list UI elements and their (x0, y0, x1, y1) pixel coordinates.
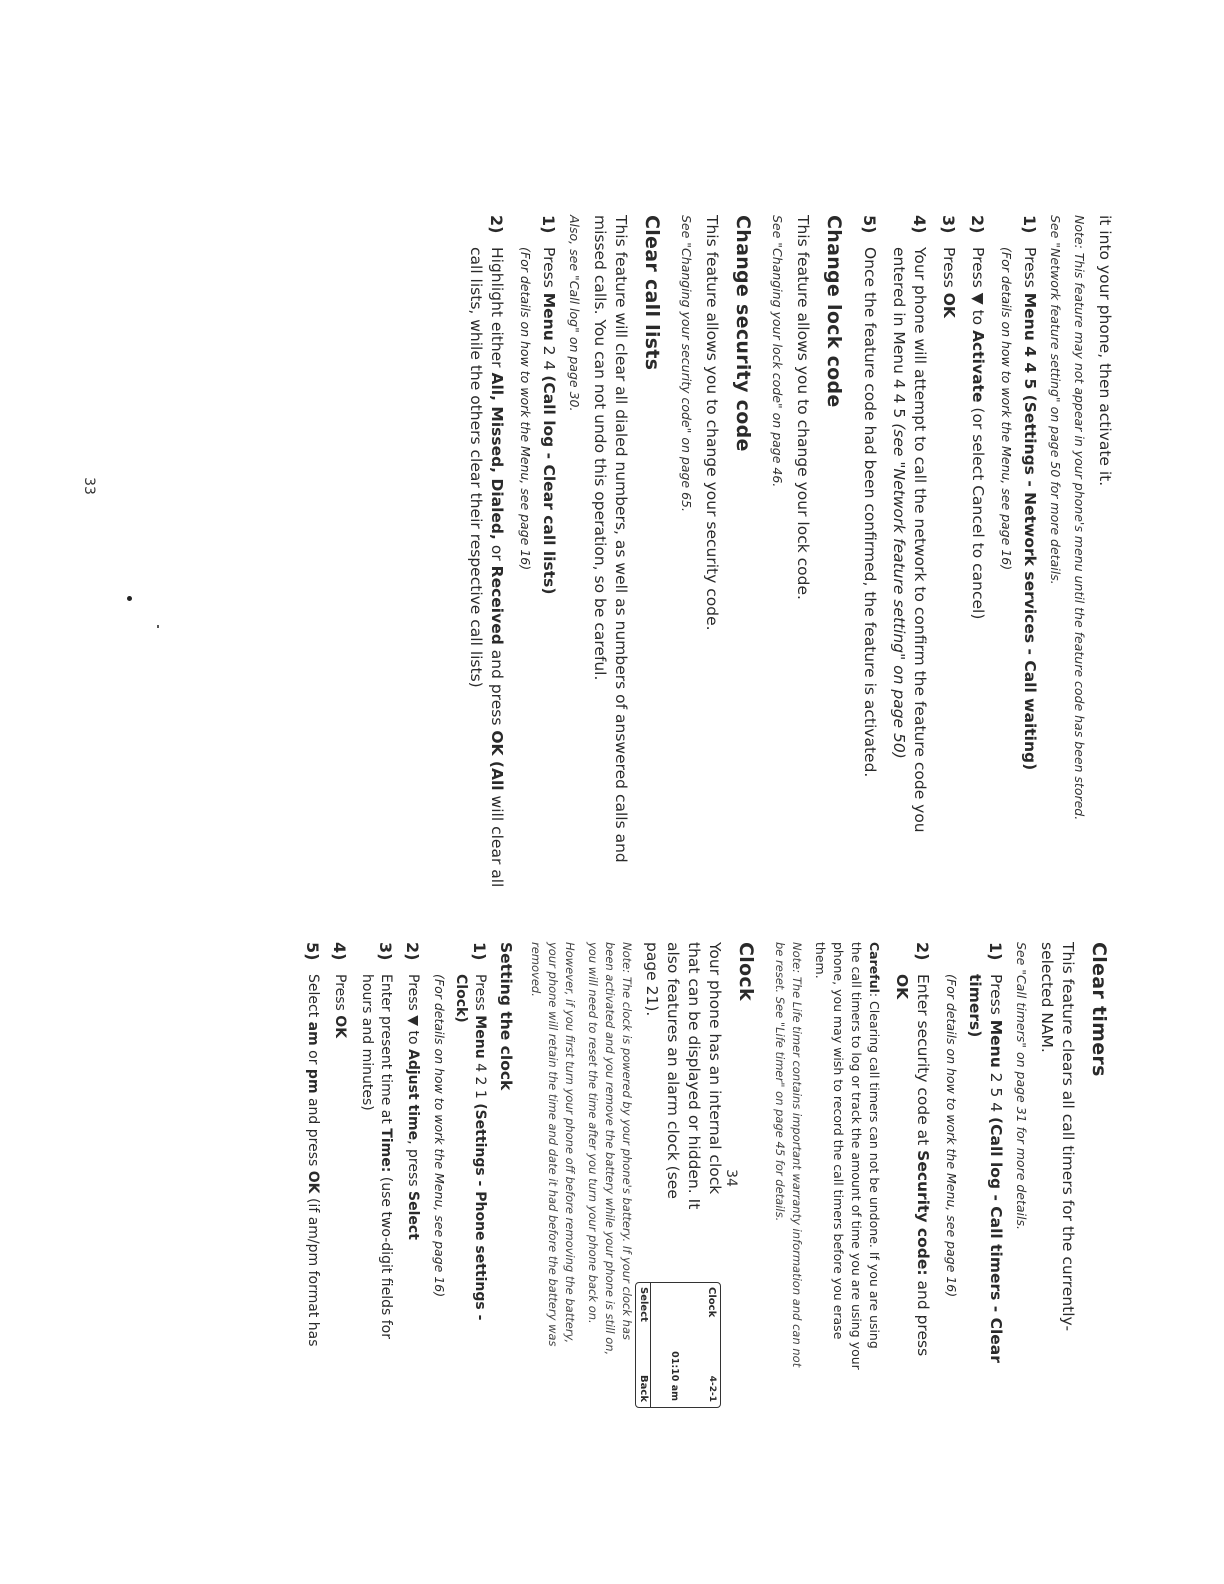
clock-note: Note: The clock is powered by your phone's battery. If your clock has been activated and you remove the battery while your phone is still on, you will need to reset the time after you turn your phone back on. (586, 942, 634, 1356)
see-network-feature: See "Network feature setting" on page 50 for more details. (1048, 215, 1063, 585)
careful-text: : Clearing call timers can not be undone. If you are using the call timers to log or track the amount of time you are using your phone, you may wish to record the call timers before you erase them. (813, 942, 882, 1370)
heading-change-lock-code: Change lock code (823, 215, 845, 408)
clock-section (638, 942, 725, 1402)
step-text: Enter security code at (914, 974, 932, 1151)
step-number: 5) (303, 942, 322, 961)
security-code-text: This feature allows you to change your security code. (703, 215, 721, 631)
scan-speck (157, 625, 159, 628)
timers-step-2 (891, 942, 933, 1372)
clear-step-2 (465, 215, 507, 895)
step-1 (996, 215, 1040, 895)
step-3 (938, 215, 959, 895)
step-text-post: (use two-digit fields for hours and minutes) (359, 974, 394, 1339)
page-number-34: 34 (722, 1169, 739, 1187)
step-number: 2) (968, 215, 987, 234)
step-detail: (For details on how to work the Menu, see page 16) (432, 974, 447, 1298)
timers-step-1 (941, 942, 1006, 1372)
step-number: 2) (403, 942, 422, 961)
step-text: Once the feature code had been confirmed, the feature is activated. (861, 247, 879, 778)
step-bold-ok: OK (305, 1170, 321, 1194)
clock-step-2 (403, 942, 422, 1372)
step-number: 2) (913, 942, 932, 961)
step-text-mid: or (488, 539, 506, 566)
clear-call-lists-text: This feature will clear all dialed numbers, as well as numbers of answered calls and missed calls. You can not undo this operation, so be careful. (591, 215, 630, 863)
step-5 (859, 215, 880, 895)
step-text: Your phone will attempt to call the network to confirm the feature code you entered in Menu 4 4 5 (890, 247, 929, 833)
step-bold: OK (332, 1015, 348, 1039)
clock-step-3 (357, 942, 395, 1372)
step-text: Press ▼ to (969, 247, 987, 331)
step-text: Press (987, 974, 1005, 1020)
display-softkey-select: Select (638, 1287, 649, 1322)
heading-clear-call-lists: Clear call lists (641, 215, 663, 371)
bullet-mark (127, 596, 132, 601)
clock-step-5 (303, 942, 322, 1372)
clear-step-1 (515, 215, 559, 895)
step-detail: (For details on how to work the Menu, see page 16) (518, 247, 533, 571)
clock-text: Your phone has an internal clock that can be displayed or hidden. It also features an alarm clock (see page 21). (643, 942, 724, 1210)
step-number: 4) (330, 942, 349, 961)
step-bold: Activate (969, 330, 987, 403)
step-4 (888, 215, 930, 895)
security-code-see: See "Changing your security code" on page 65. (679, 215, 694, 512)
step-bold-ok: OK (All (488, 730, 506, 791)
step-bold: Menu (472, 1015, 488, 1059)
step-bold: All, Missed, Dialed, (488, 372, 506, 540)
life-timer-note: Note: The Life timer contains important warranty information and can not be reset. See "Life timer" on page 45 for details. (773, 942, 804, 1368)
step-text-mid: 4 2 1 (472, 1058, 488, 1104)
step-menu-path: (Call log - Call timers - Clear timers) (966, 974, 1005, 1363)
page-34 (295, 942, 1110, 1402)
heading-setting-the-clock: Setting the clock (497, 942, 515, 1091)
clock-step-4 (330, 942, 349, 1372)
step-text-mid: or (305, 1045, 321, 1069)
clear-call-lists-also: Also, see "Call log" on page 30. (567, 215, 582, 412)
step-number: 3) (376, 942, 395, 961)
step-number: 4) (910, 215, 929, 234)
step-detail: (For details on how to work the Menu, see page 16) (944, 974, 959, 1298)
step-bold-select: Select (405, 1191, 421, 1240)
display-menu-number: 4-2-1 (707, 1375, 717, 1402)
careful-warning (811, 942, 883, 1372)
step-number: 3) (939, 215, 958, 234)
step-text-post: (or select Cancel to cancel) (969, 402, 987, 620)
careful-label: Careful (867, 942, 882, 993)
step-detail: (For details on how to work the Menu, see page 16) (999, 247, 1014, 571)
step-number: 2) (487, 215, 506, 234)
step-text: Select (305, 974, 321, 1022)
step-bold: Adjust time (405, 1049, 421, 1141)
clock-step-1 (430, 942, 489, 1372)
step-text-mid: 2 5 4 (987, 1067, 1005, 1118)
step-2 (967, 215, 988, 895)
step-bold: Menu (540, 292, 558, 341)
step-text: Press (940, 247, 958, 293)
heading-clear-timers: Clear timers (1088, 942, 1110, 1077)
step-text: Press ▼ to (405, 974, 421, 1050)
step-bold: Security code: (914, 1150, 932, 1276)
page-number-33: 33 (80, 477, 97, 495)
step-number: 1) (539, 215, 558, 234)
step-bold-am: am (305, 1021, 321, 1046)
step-text: Press (1021, 247, 1039, 293)
step-text-mid: 2 4 (540, 340, 558, 376)
display-time: 01:10 am (669, 1351, 680, 1401)
page-33 (457, 215, 1115, 895)
step-text-mid2: and press (488, 644, 506, 731)
step-text: Highlight either (488, 247, 506, 373)
step-menu-path: (Call log - Clear call lists) (540, 375, 558, 595)
step-see: (see "Network feature setting" on page 50) (890, 423, 908, 759)
step-bold-ok: OK (893, 974, 911, 1000)
heading-clock: Clock (735, 942, 757, 1001)
lock-code-see: See "Changing your lock code" on page 46. (770, 215, 785, 488)
clear-timers-see: See "Call timers" on page 31 for more details. (1014, 942, 1029, 1230)
step-text-mid: and press (914, 1275, 932, 1357)
step-text-post: will clear all call lists, while the others clear their respective call lists) (467, 247, 506, 888)
step-text: Enter present time at (378, 974, 394, 1129)
clear-timers-text: This feature clears all call timers for the currently-selected NAM. (1038, 942, 1077, 1332)
step-bold: Time: (378, 1128, 394, 1173)
phone-display (635, 1282, 721, 1408)
display-divider (650, 1283, 651, 1407)
step-bold: OK (940, 292, 958, 318)
step-number: 1) (1020, 215, 1039, 234)
step-text-post: (if am/pm format has (305, 1193, 321, 1347)
step-number: 1) (470, 942, 489, 961)
step-bold-received: Received (488, 565, 506, 645)
step-menu-path: Menu 4 4 5 (Settings - Network services - Call waiting) (1021, 292, 1039, 771)
step-text: Press (540, 247, 558, 293)
intro-text: it into your phone, then activate it. (1096, 215, 1114, 487)
step-number: 5) (860, 215, 879, 234)
step-menu-path: (Settings - Phone settings - Clock) (453, 974, 488, 1321)
display-title: Clock (706, 1287, 717, 1318)
step-text-mid2: and press (305, 1093, 321, 1171)
step-bold-pm: pm (305, 1068, 321, 1094)
step-number: 1) (986, 942, 1005, 961)
step-text: Press (332, 974, 348, 1016)
step-text-mid: , press (405, 1140, 421, 1192)
step-bold: Menu (987, 1019, 1005, 1068)
step-text: Press (472, 974, 488, 1016)
clock-note-battery: However, if you first turn your phone off before removing the battery, your phone will retain the time and date it had before the battery was removed. (529, 942, 577, 1347)
lock-code-text: This feature allows you to change your lock code. (794, 215, 812, 600)
display-softkey-back: Back (638, 1375, 649, 1402)
note-feature-code: Note: This feature may not appear in your phone's menu until the feature code has been stored. (1072, 215, 1087, 821)
heading-change-security-code: Change security code (732, 215, 754, 452)
